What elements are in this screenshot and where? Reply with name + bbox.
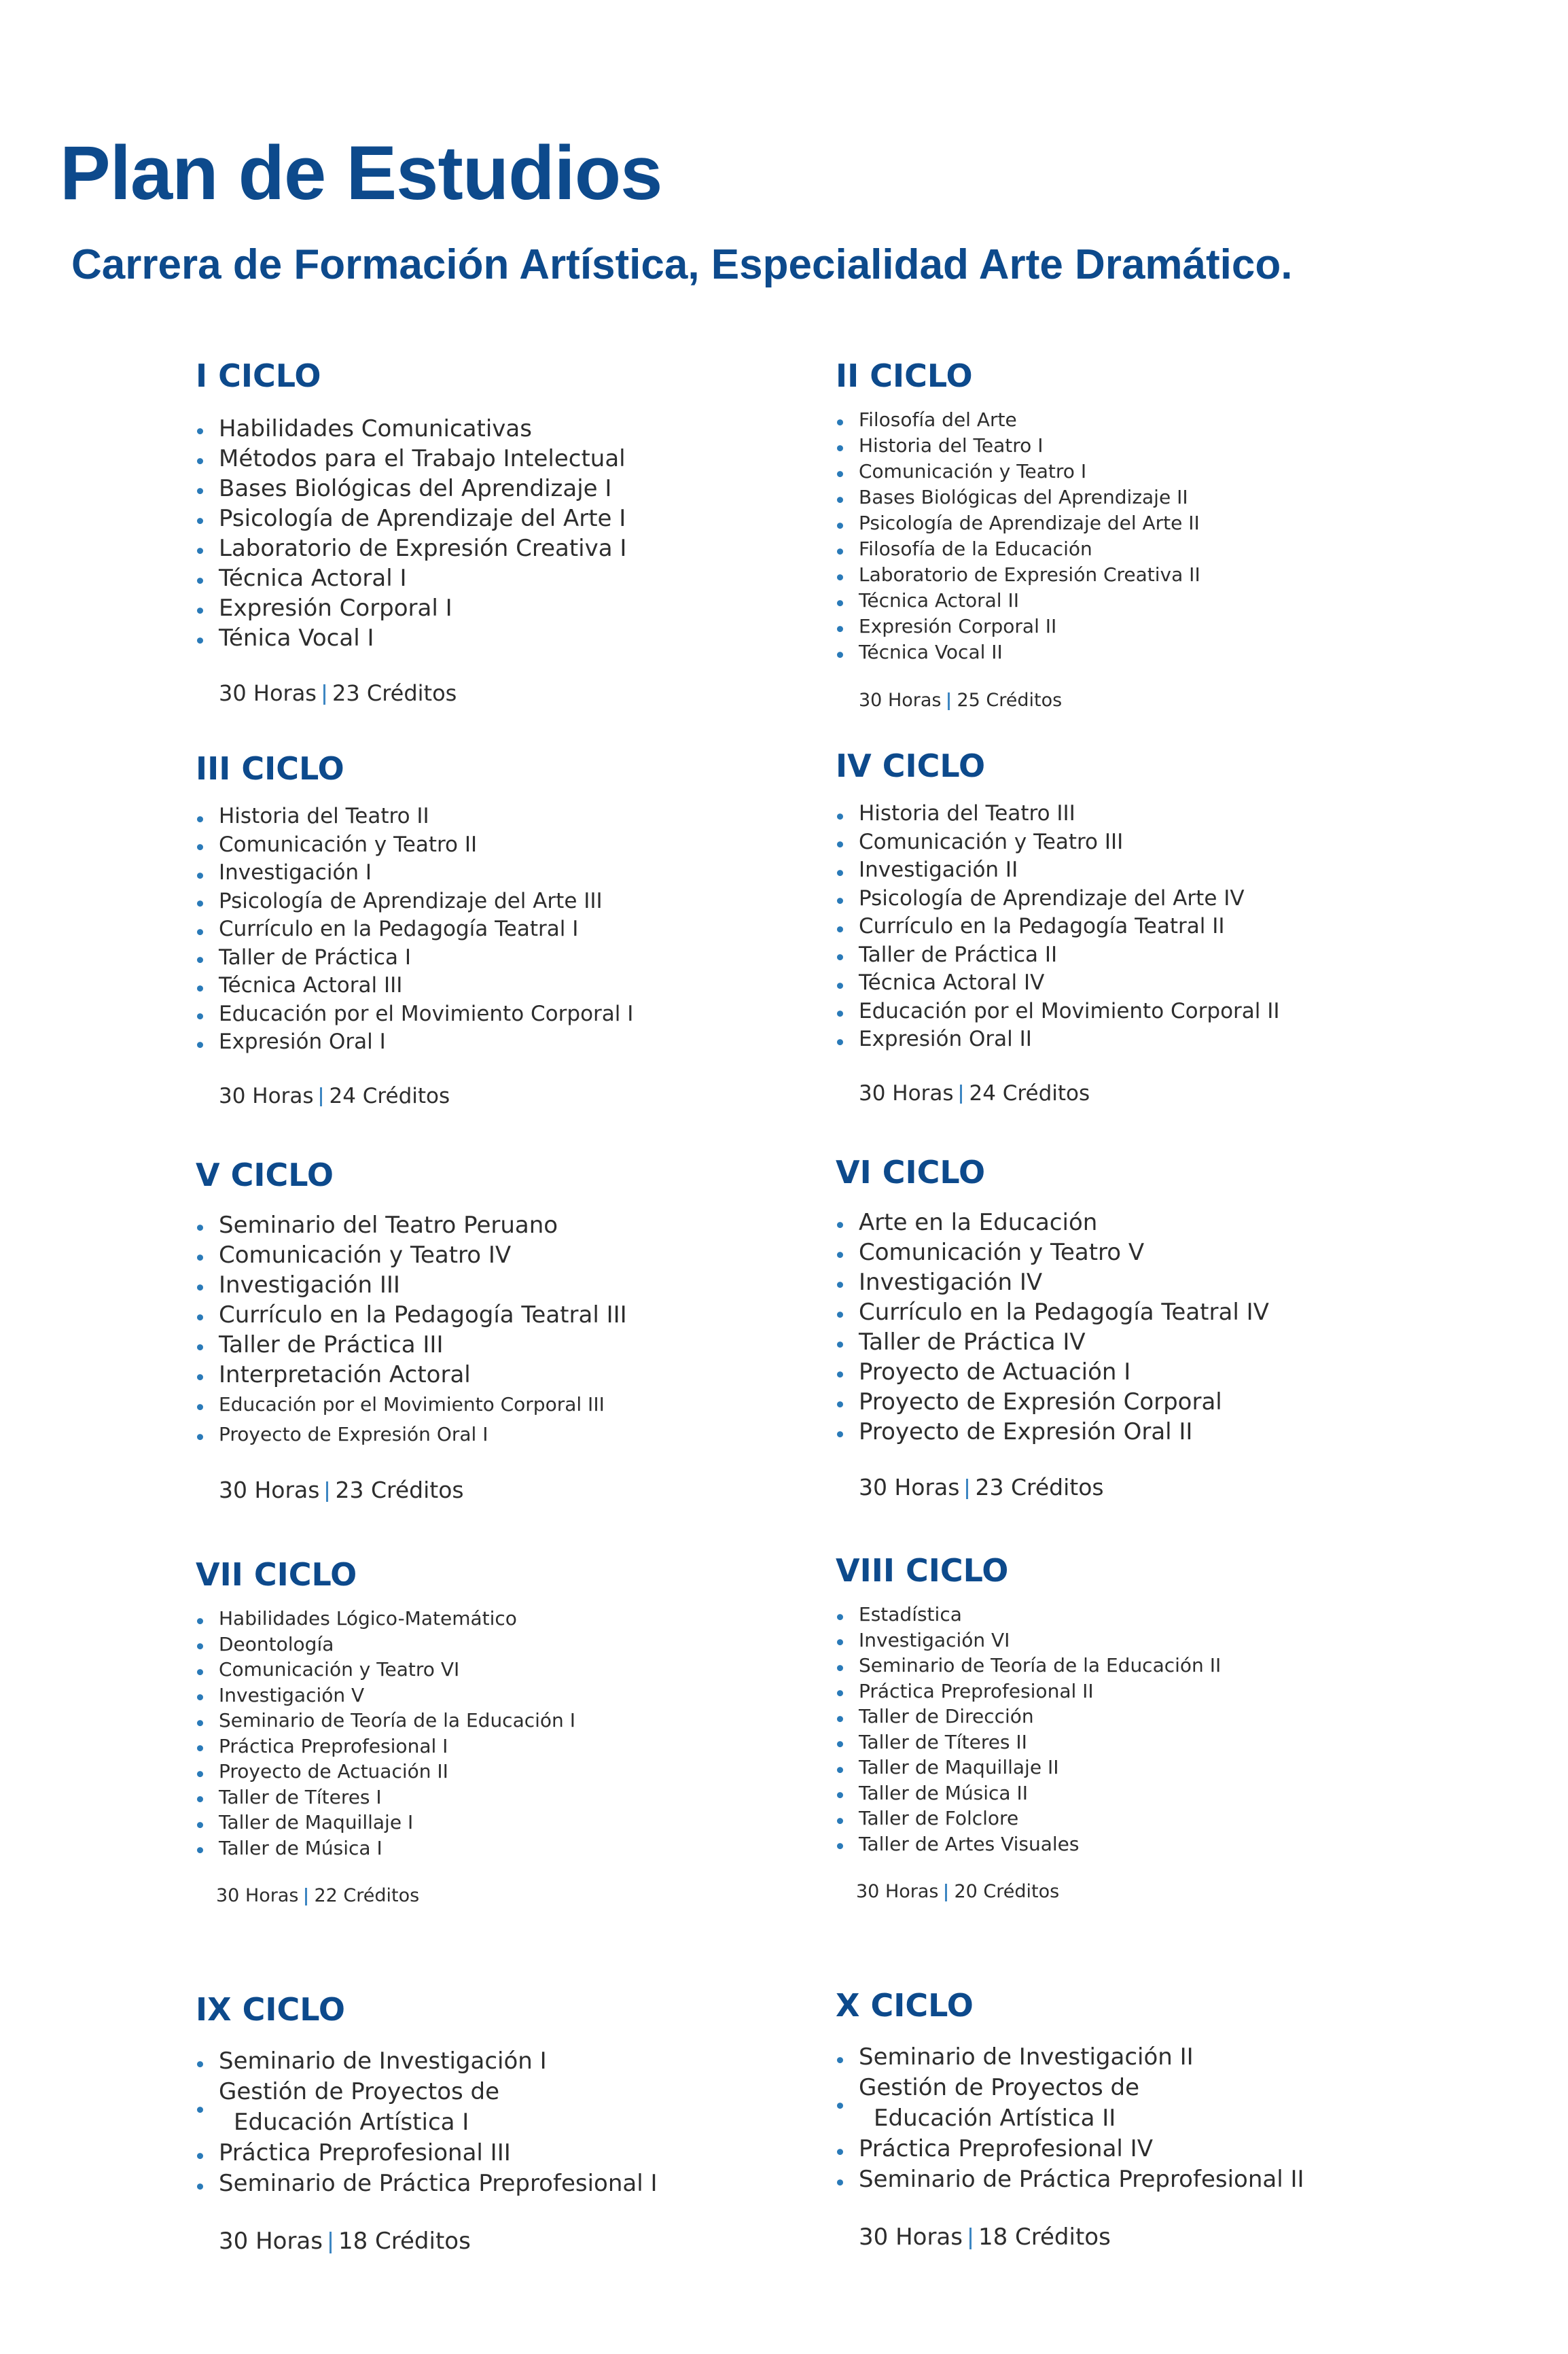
- course-item: Filosofía del Arte: [836, 407, 1200, 433]
- course-item: Práctica Preprofesional IV: [836, 2134, 1304, 2164]
- separator: [323, 684, 325, 705]
- course-item: Arte en la Educación: [836, 1208, 1269, 1237]
- creditos-label: 24 Créditos: [329, 1083, 450, 1108]
- course-item: Interpretación Actoral: [196, 1360, 627, 1390]
- course-item-continuation: Educación Artística I: [234, 2109, 469, 2137]
- course-item: Seminario de Teoría de la Educación II: [836, 1653, 1221, 1679]
- ciclo-2: [836, 357, 1200, 711]
- ciclo-title: V CICLO: [196, 1157, 334, 1193]
- course-item: Habilidades Comunicativas: [196, 414, 626, 444]
- course-item: Taller de Títeres II: [836, 1729, 1221, 1755]
- course-item: Historia del Teatro III: [836, 800, 1280, 828]
- ciclo-summary: [196, 1885, 575, 1906]
- course-item-continuation: Educación Artística II: [874, 2105, 1116, 2132]
- creditos-label: 18 Créditos: [978, 2224, 1111, 2251]
- course-item: Taller de Práctica I: [196, 944, 633, 972]
- course-item: Expresión Oral I: [196, 1028, 633, 1057]
- course-list: [836, 1602, 1221, 1857]
- course-item: Taller de Música II: [836, 1780, 1221, 1806]
- course-list: [836, 2042, 1304, 2195]
- course-item: Práctica Preprofesional I: [196, 1734, 575, 1759]
- creditos-label: 23 Créditos: [975, 1474, 1104, 1501]
- course-list: [196, 1210, 627, 1450]
- course-item: Psicología de Aprendizaje del Arte II: [836, 510, 1200, 536]
- separator: [329, 2232, 332, 2253]
- course-item: Técnica Actoral II: [836, 588, 1200, 614]
- separator: [960, 1085, 962, 1104]
- horas-label: 30 Horas: [856, 1881, 939, 1903]
- ciclo-title: II CICLO: [836, 357, 973, 394]
- separator: [969, 2228, 972, 2249]
- ciclo-title: I CICLO: [196, 357, 321, 394]
- separator: [948, 692, 950, 710]
- ciclo-summary: [196, 680, 626, 706]
- creditos-label: 20 Créditos: [954, 1881, 1060, 1903]
- course-item: Deontología: [196, 1632, 575, 1657]
- course-item: Taller de Música I: [196, 1835, 575, 1861]
- course-item: Comunicación y Teatro V: [836, 1237, 1269, 1267]
- course-item: Práctica Preprofesional III: [196, 2138, 658, 2168]
- course-item: Taller de Práctica II: [836, 941, 1280, 970]
- course-item: Técnica Vocal II: [836, 639, 1200, 665]
- ciclo-title: IX CICLO: [196, 1991, 346, 2028]
- course-item: Seminario de Teoría de la Educación I: [196, 1708, 575, 1734]
- ciclo-title: IV CICLO: [836, 748, 986, 784]
- course-item: Laboratorio de Expresión Creativa I: [196, 533, 626, 563]
- separator: [945, 1884, 947, 1901]
- course-item: Historia del Teatro I: [836, 433, 1200, 459]
- course-item: [196, 2077, 658, 2138]
- course-item: Psicología de Aprendizaje del Arte I: [196, 504, 626, 533]
- page-subtitle: Carrera de Formación Artística, Especialidad Arte Dramático.: [71, 241, 1293, 288]
- course-item: Bases Biológicas del Aprendizaje I: [196, 474, 626, 504]
- course-item: Historia del Teatro II: [196, 803, 633, 831]
- separator: [966, 1479, 968, 1499]
- course-list: [196, 414, 626, 653]
- course-item: Taller de Dirección: [836, 1704, 1221, 1729]
- course-item: Expresión Corporal II: [836, 614, 1200, 639]
- ciclo-summary: [196, 2228, 658, 2255]
- course-item: Comunicación y Teatro IV: [196, 1240, 627, 1270]
- ciclo-title: VII CICLO: [196, 1556, 357, 1593]
- ciclo-5: [196, 1157, 627, 1503]
- horas-label: 30 Horas: [219, 1083, 314, 1108]
- course-item: Comunicación y Teatro I: [836, 459, 1200, 485]
- horas-label: 30 Horas: [219, 1477, 320, 1504]
- course-item: Taller de Maquillaje II: [836, 1755, 1221, 1780]
- course-item: Seminario de Investigación I: [196, 2046, 658, 2077]
- course-item: Investigación VI: [836, 1628, 1221, 1653]
- course-item: Métodos para el Trabajo Intelectual: [196, 444, 626, 474]
- separator: [320, 1087, 322, 1106]
- ciclo-3: [196, 750, 633, 1108]
- course-item: Taller de Títeres I: [196, 1785, 575, 1810]
- course-item: Estadística: [836, 1602, 1221, 1628]
- course-item: Proyecto de Actuación I: [836, 1357, 1269, 1387]
- course-item: Proyecto de Expresión Oral II: [836, 1417, 1269, 1447]
- course-list: [196, 2046, 658, 2199]
- ciclo-9: [196, 1991, 658, 2255]
- course-item: Seminario de Investigación II: [836, 2042, 1304, 2073]
- course-list: [836, 407, 1200, 665]
- course-item: Investigación III: [196, 1270, 627, 1300]
- course-item: Currículo en la Pedagogía Teatral I: [196, 915, 633, 944]
- ciclo-title: X CICLO: [836, 1987, 974, 2024]
- ciclo-summary: [836, 1881, 1221, 1902]
- course-item: Psicología de Aprendizaje del Arte III: [196, 888, 633, 916]
- course-item: Proyecto de Actuación II: [196, 1759, 575, 1785]
- creditos-label: 25 Créditos: [957, 690, 1063, 712]
- horas-label: 30 Horas: [216, 1885, 299, 1907]
- creditos-label: 18 Créditos: [338, 2228, 471, 2255]
- ciclo-7: [196, 1556, 575, 1906]
- horas-label: 30 Horas: [219, 680, 317, 707]
- course-item: Seminario de Práctica Preprofesional I: [196, 2168, 658, 2199]
- horas-label: 30 Horas: [859, 1474, 960, 1501]
- separator: [305, 1888, 307, 1905]
- horas-label: 30 Horas: [219, 2228, 323, 2255]
- page-title: Plan de Estudios: [60, 130, 662, 215]
- course-item: Expresión Corporal I: [196, 593, 626, 623]
- course-item: Investigación II: [836, 856, 1280, 885]
- course-item: Laboratorio de Expresión Creativa II: [836, 562, 1200, 588]
- ciclo-10: [836, 1987, 1304, 2251]
- course-item: Investigación IV: [836, 1267, 1269, 1297]
- course-item: Educación por el Movimiento Corporal II: [836, 998, 1280, 1026]
- course-list: [836, 800, 1280, 1054]
- separator: [326, 1481, 328, 1502]
- course-item: Técnica Actoral III: [196, 972, 633, 1000]
- course-item: Práctica Preprofesional II: [836, 1679, 1221, 1704]
- course-item: Seminario de Práctica Preprofesional II: [836, 2164, 1304, 2195]
- course-item: Currículo en la Pedagogía Teatral IV: [836, 1297, 1269, 1327]
- course-item: Taller de Folclore: [836, 1806, 1221, 1831]
- ciclo-summary: [196, 1477, 627, 1503]
- ciclo-title: VIII CICLO: [836, 1552, 1009, 1589]
- course-item: Seminario del Teatro Peruano: [196, 1210, 627, 1240]
- course-item: Comunicación y Teatro VI: [196, 1657, 575, 1683]
- course-item: Filosofía de la Educación: [836, 536, 1200, 562]
- course-item-line: Gestión de Proyectos de: [219, 2078, 500, 2106]
- course-item: Comunicación y Teatro III: [836, 828, 1280, 857]
- creditos-label: 22 Créditos: [314, 1885, 420, 1907]
- course-item: Taller de Práctica III: [196, 1330, 627, 1360]
- course-item: [836, 2073, 1304, 2134]
- ciclo-title: III CICLO: [196, 750, 344, 787]
- course-item: Investigación I: [196, 859, 633, 888]
- ciclo-summary: [836, 1081, 1280, 1106]
- course-item-line: Gestión de Proyectos de: [859, 2074, 1140, 2102]
- course-item: Proyecto de Expresión Corporal: [836, 1387, 1269, 1417]
- ciclo-summary: [836, 2224, 1304, 2251]
- course-item: Expresión Oral II: [836, 1025, 1280, 1054]
- course-item: Currículo en la Pedagogía Teatral III: [196, 1300, 627, 1330]
- ciclo-title: VI CICLO: [836, 1154, 986, 1191]
- course-item: Técnica Actoral I: [196, 563, 626, 593]
- course-item: Educación por el Movimiento Corporal I: [196, 1000, 633, 1029]
- course-item: Técnica Actoral IV: [836, 969, 1280, 998]
- creditos-label: 23 Créditos: [335, 1477, 464, 1504]
- ciclo-summary: [836, 690, 1200, 711]
- ciclo-summary: [196, 1084, 633, 1108]
- course-item: Bases Biológicas del Aprendizaje II: [836, 485, 1200, 510]
- horas-label: 30 Horas: [859, 690, 942, 712]
- ciclo-6: [836, 1154, 1269, 1500]
- horas-label: 30 Horas: [859, 2224, 963, 2251]
- course-item: Psicología de Aprendizaje del Arte IV: [836, 885, 1280, 913]
- horas-label: 30 Horas: [859, 1081, 954, 1106]
- course-list: [196, 803, 633, 1057]
- course-item: Taller de Maquillaje I: [196, 1810, 575, 1835]
- course-item: Ténica Vocal I: [196, 623, 626, 653]
- creditos-label: 23 Créditos: [332, 680, 457, 707]
- course-item: Educación por el Movimiento Corporal III: [196, 1390, 627, 1420]
- ciclo-summary: [836, 1474, 1269, 1500]
- course-item: Investigación V: [196, 1683, 575, 1708]
- course-item: Proyecto de Expresión Oral I: [196, 1420, 627, 1450]
- course-item: Taller de Práctica IV: [836, 1327, 1269, 1357]
- course-item: Comunicación y Teatro II: [196, 831, 633, 860]
- ciclo-8: [836, 1552, 1221, 1902]
- ciclo-4: [836, 748, 1280, 1106]
- course-item: Habilidades Lógico-Matemático: [196, 1606, 575, 1632]
- course-list: [836, 1208, 1269, 1447]
- creditos-label: 24 Créditos: [969, 1081, 1090, 1106]
- ciclo-1: [196, 357, 626, 706]
- course-list: [196, 1606, 575, 1861]
- course-item: Currículo en la Pedagogía Teatral II: [836, 913, 1280, 941]
- course-item: Taller de Artes Visuales: [836, 1831, 1221, 1857]
